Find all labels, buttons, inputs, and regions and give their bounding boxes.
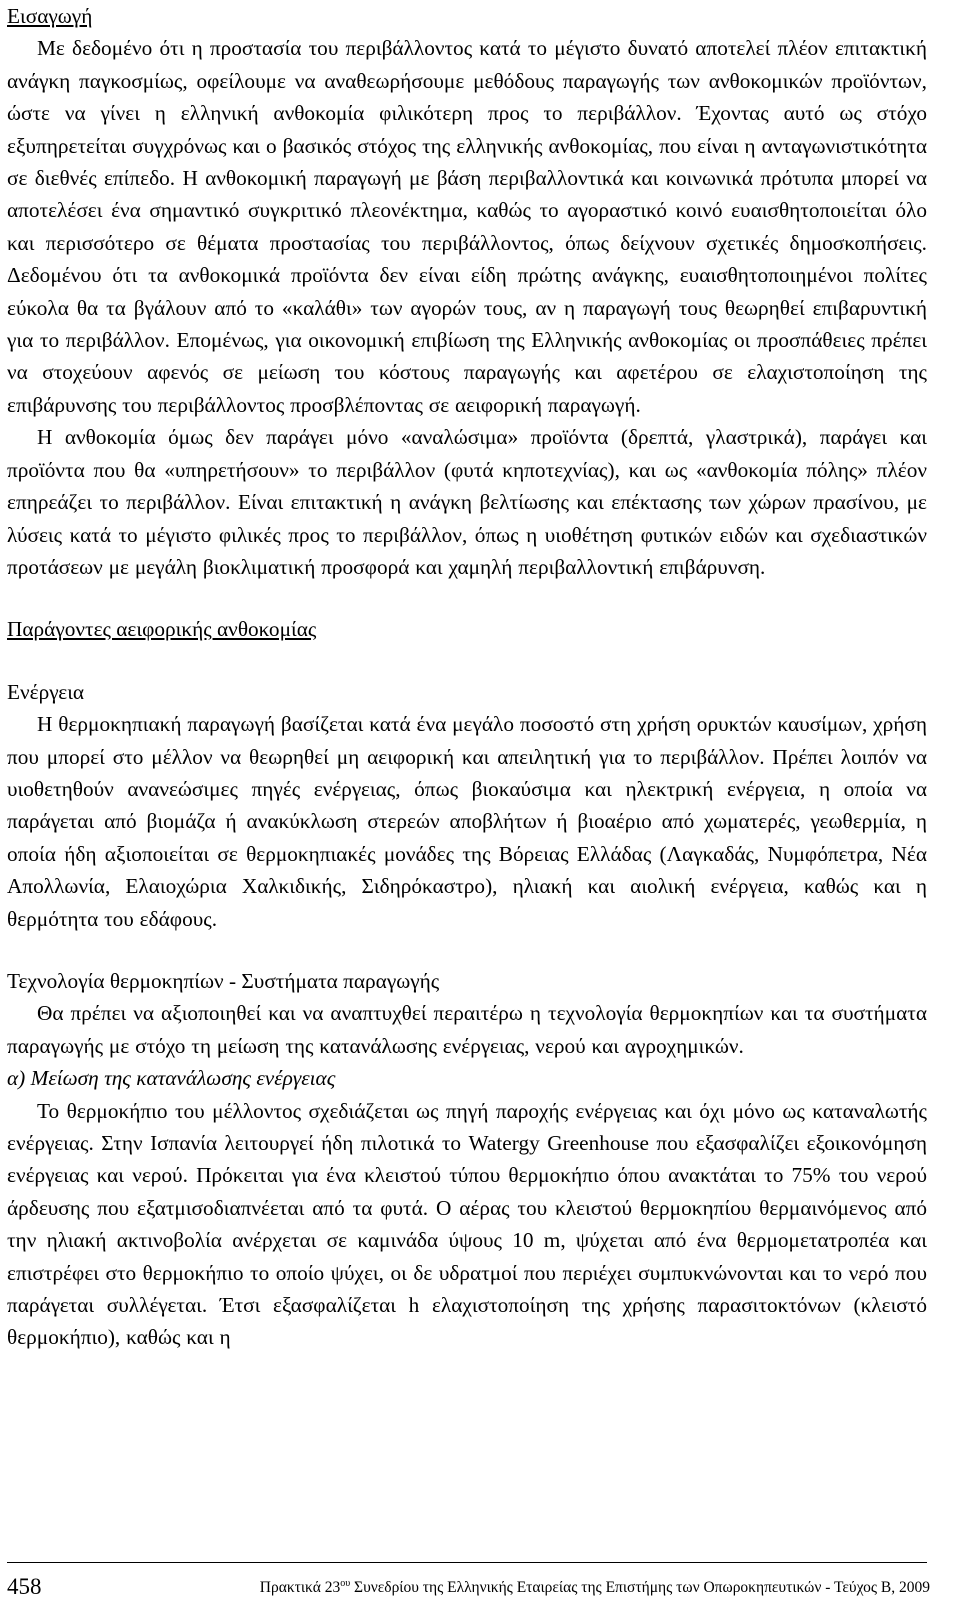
energy-paragraph: Η θερμοκηπιακή παραγωγή βασίζεται κατά ένα μεγάλο ποσοστό στη χρήση ορυκτών καυσίμων, χρήση που μπορεί στο μέλλον να θεωρηθεί μη αειφορική και απειλητική για το περιβάλλον. Πρέπει λοιπόν να υιοθετηθούν ανανεώσιμες πηγές ενέργειας, όπως βιοκαύσιμα και ηλεκτρική ενέργεια, η οποία να παράγεται από βιομάζα ή ανακύκλωση στερεών αποβλήτων ή βιοαέριο από χωματερές, γεωθερμία, η οποία ήδη αξιοποιείται σε θερμοκηπιακές μονάδες της Βόρειας Ελλάδας (Λαγκαδάς, Νυμφόπετρα, Νέα Απολλωνία, Ελαιοχώρια Χαλκιδικής, Σιδηρόκαστρο), ηλιακή και αιολική ενέργεια, καθώς και η θερμότητα του εδάφους. (7, 712, 927, 931)
intro-paragraph-2: Η ανθοκομία όμως δεν παράγει μόνο «αναλώσιμα» προϊόντα (δρεπτά, γλαστρικά), παράγει και προϊόντα που θα «υπηρετήσουν» το περιβάλλον (φυτά κηποτεχνίας), και ως «ανθοκομία πόλης» πλέον επηρεάζει το περιβάλλον. Είναι επιτακτική η ανάγκη βελτίωσης και επέκτασης των χώρων πρασίνου, με λύσεις κατά το μέγιστο φιλικές προς το περιβάλλον, όπως η υιοθέτηση φυτικών ειδών και σχεδιαστικών προτάσεων με μεγάλη βιοκλιματική προσφορά και χαμηλή περιβαλλοντική επιβάρυνση. (7, 425, 927, 579)
energy-reduction-heading: α) Μείωση της κατανάλωσης ενέργειας (7, 1066, 336, 1091)
section-heading: Παράγοντες αειφορικής ανθοκομίας (7, 617, 317, 642)
document-page (7, 0, 927, 1354)
technology-heading: Τεχνολογία θερμοκηπίων - Συστήματα παραγωγής (7, 968, 440, 993)
page-number: 458 (7, 1574, 42, 1599)
footer-ordinal-suffix: ου (340, 1577, 351, 1589)
footer-divider (7, 1562, 927, 1563)
footer-citation-rest: Συνεδρίου της Ελληνικής Εταιρείας της Επιστήμης των Οπωροκηπευτικών - Τεύχος Β, 2009 (350, 1579, 930, 1596)
intro-paragraph-1: Με δεδομένο ότι η προστασία του περιβάλλοντος κατά το μέγιστο δυνατό αποτελεί πλέον επιτακτική ανάγκη παγκοσμίως, οφείλουμε να αναθεωρήσουμε μεθόδους παραγωγής των ανθοκομικών προϊόντων, ώστε να γίνει η ελληνική ανθοκομία φιλικότερη προς το περιβάλλον. Έχοντας αυτό ως στόχο εξυπηρετείται συγχρόνως και ο βασικός στόχος της ελληνικής ανθοκομίας, που είναι η ανταγωνιστικότητα σε διεθνές επίπεδο. Η ανθοκομική παραγωγή με βάση περιβαλλοντικά και κοινωνικά πρότυπα μπορεί να αποτελέσει ένα σημαντικό συγκριτικό πλεονέκτημα, καθώς το αγοραστικό κοινό ευαισθητοποιείται όλο και περισσότερο σε θέματα προστασίας του περιβάλλοντος, όπως δείχνουν σχετικές δημοσκοπήσεις. Δεδομένου ότι τα ανθοκομικά προϊόντα δεν είναι είδη πρώτης ανάγκης, ευαισθητοποιημένοι πολίτες εύκολα θα τα βγάλουν από το «καλάθι» των αγορών τους, αν η παραγωγή τους θεωρηθεί επιβαρυντική για το περιβάλλον. Επομένως, για οικονομική επιβίωση της Ελληνικής ανθοκομίας οι προσπάθειες πρέπει να στοχεύουν αφενός σε μείωση του κόστους παραγωγής και αφετέρου σε ελαχιστοποίηση της επιβάρυνσης του περιβάλλοντος προσβλέποντας σε αειφορική παραγωγή. (7, 36, 927, 417)
energy-reduction-paragraph: Το θερμοκήπιο του μέλλοντος σχεδιάζεται ως πηγή παροχής ενέργειας και όχι μόνο ως καταναλωτής ενέργειας. Στην Ισπανία λειτουργεί ήδη πιλοτικά το Watergy Greenhouse που εξασφαλίζει εξοικονόμηση ενέργειας και νερού. Πρόκειται για ένα κλειστού τύπου θερμοκήπιο όπου ανακτάται το 75% του νερού άρδευσης που εξατμισοδιαπνέεται από τα φυτά. Ο αέρας του κλειστού θερμοκηπίου θερμαινόμενος από την ηλιακή ακτινοβολία ανέρχεται σε καμινάδα ύψους 10 m, ψύχεται από ένα θερμομετατροπέα και επιστρέφει στο θερμοκήπιο το οποίο ψύχει, οι δε υδρατμοί που περιέχει συμπυκνώνονται και το νερό που παράγεται συλλέγεται. Έτσι εξασφαλίζεται h ελαχιστοποίηση της χρήσης παρασιτοκτόνων (κλειστό θερμοκήπιο), καθώς και η (7, 1098, 927, 1350)
technology-paragraph: Θα πρέπει να αξιοποιηθεί και να αναπτυχθεί περαιτέρω η τεχνολογία θερμοκηπίων και τα συστήματα παραγωγής με στόχο τη μείωση της κατανάλωσης ενέργειας, νερού και αγροχημικών. (7, 1001, 927, 1058)
energy-heading: Ενέργεια (7, 679, 85, 704)
footer-citation-prefix: Πρακτικά 23 (259, 1579, 341, 1596)
footer-citation (260, 1575, 930, 1601)
intro-heading: Εισαγωγή (7, 4, 93, 28)
